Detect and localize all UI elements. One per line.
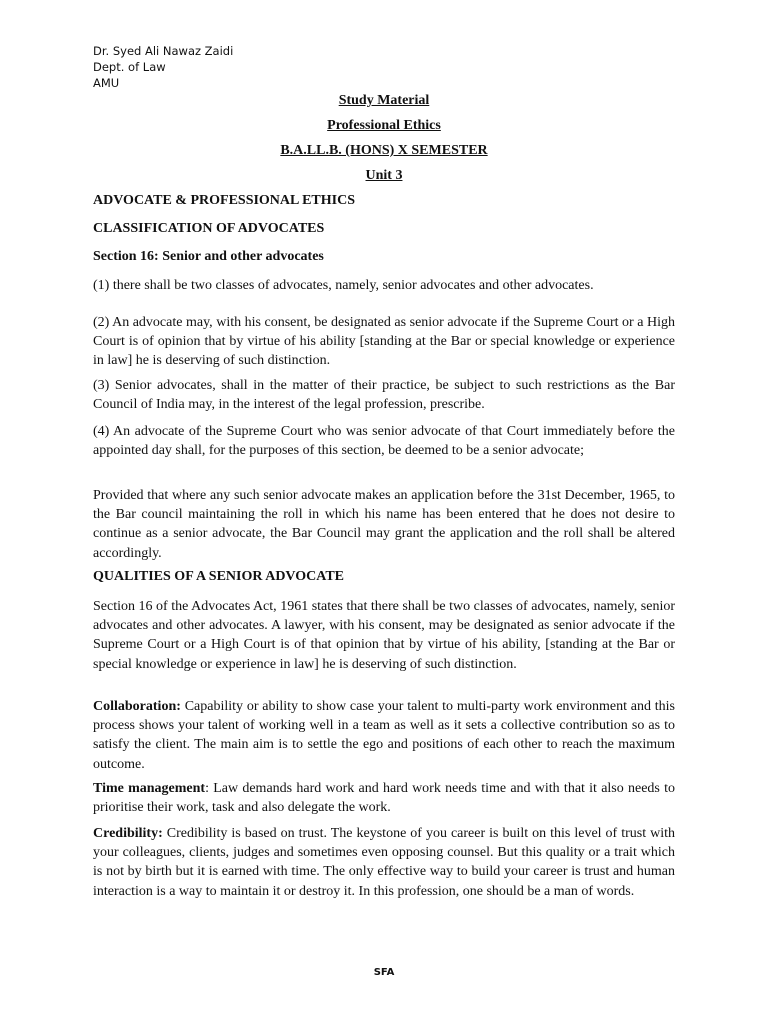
author-institution: AMU xyxy=(93,76,120,90)
author-dept: Dept. of Law xyxy=(93,60,166,74)
time-management-term: Time management xyxy=(93,781,206,796)
qualities-heading: QUALITIES OF A SENIOR ADVOCATE xyxy=(93,569,345,584)
credibility-paragraph xyxy=(93,824,675,901)
author-block xyxy=(93,43,233,91)
classification-heading: CLASSIFICATION OF ADVOCATES xyxy=(93,221,325,236)
section16-para-2: (2) An advocate may, with his consent, be designated as senior advocate if the Supreme Court or a High Court is of opinion that by virtue of his ability [standing at the Bar or special knowledge or experience in law] he is deserving of such distinction. xyxy=(93,315,675,369)
collaboration-paragraph xyxy=(93,697,675,774)
subject-title: Professional Ethics xyxy=(327,118,441,133)
qualities-intro: Section 16 of the Advocates Act, 1961 states that there shall be two classes of advocates, namely, senior advocates and other advocates. A lawyer, with his consent, may be designated as senior advocate if the Supreme Court or a High Court is of that opinion that by virtue of his ability, [standing at the Bar or special knowledge or experience in law] he is deserving of such distinction. xyxy=(93,599,675,672)
unit-title: Unit 3 xyxy=(365,168,403,183)
footer-initials: SFA xyxy=(373,967,395,978)
credibility-text: Credibility is based on trust. The keystone of you career is built on this level of trust with your colleagues, clients, judges and sometimes even opposing counsel. But this quality or a trait which is not by birth but it is earned with time. The only effective way to build your career is trust and human interaction is a way to maintain it or destroy it. In this profession, one should be a man of words. xyxy=(93,826,675,899)
section16-para-3: (3) Senior advocates, shall in the matter of their practice, be subject to such restrictions as the Bar Council of India may, in the interest of the legal profession, prescribe. xyxy=(93,378,675,413)
study-material-title: Study Material xyxy=(338,93,430,108)
collaboration-text: Capability or ability to show case your talent to multi-party work environment and this process shows your talent of working well in a team as well as it sets a collective contribution so as to satisfy the client. The main aim is to settle the ego and positions of each other to reach the maximum outcome. xyxy=(93,699,675,772)
collaboration-term: Collaboration: xyxy=(93,699,181,714)
time-management-paragraph xyxy=(93,779,675,817)
credibility-term: Credibility: xyxy=(93,826,163,841)
author-name: Dr. Syed Ali Nawaz Zaidi xyxy=(93,44,234,58)
section16-proviso: Provided that where any such senior advocate makes an application before the 31st December, 1965, to the Bar council maintaining the roll in which his name has been entered that he does not desire to continue as a senior advocate, the Bar Council may grant the application and the roll shall be altered accordingly. xyxy=(93,488,675,561)
section16-para-4: (4) An advocate of the Supreme Court who was senior advocate of that Court immediately before the appointed day shall, for the purposes of this section, be deemed to be a senior advocate; xyxy=(93,424,675,459)
time-management-text: : Law demands hard work and hard work needs time and with that it also needs to prioritise their work, task and also delegate the work. xyxy=(93,781,675,816)
section16-para-1: (1) there shall be two classes of advocates, namely, senior advocates and other advocates. xyxy=(93,278,594,293)
main-heading: ADVOCATE & PROFESSIONAL ETHICS xyxy=(93,193,356,208)
section16-heading: Section 16: Senior and other advocates xyxy=(93,249,324,264)
course-title: B.A.LL.B. (HONS) X SEMESTER xyxy=(280,143,488,158)
